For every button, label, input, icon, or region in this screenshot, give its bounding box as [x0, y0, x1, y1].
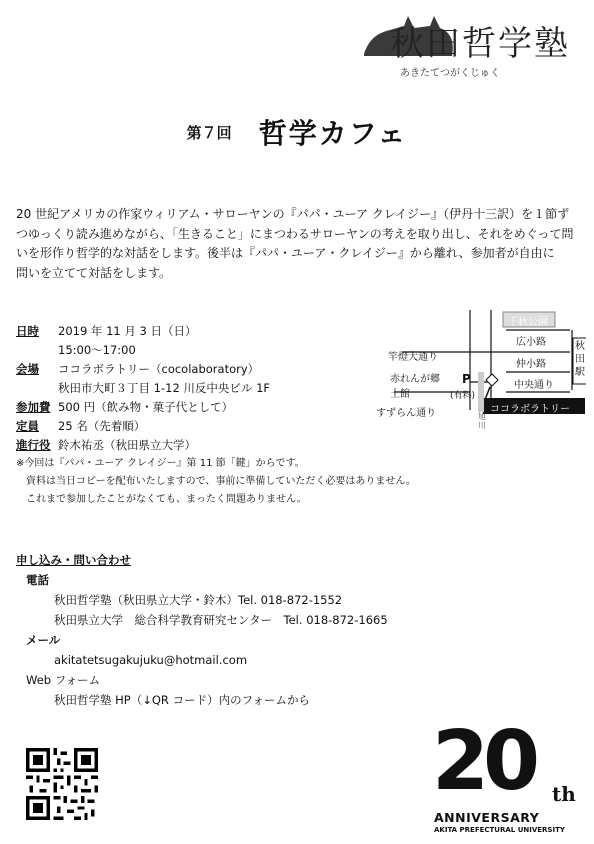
fee-value: 500 円（飲み物・菓子代として） [58, 400, 234, 414]
event-info [16, 322, 316, 455]
phone-label: 電話 [26, 573, 49, 587]
edition-label: 第７回 [186, 123, 232, 142]
qr-code-graphic [26, 748, 98, 820]
map-parking-note: (有料) [450, 391, 476, 401]
intro-line: 20 世紀アメリカの作家ウィリアム・サローヤンの『パパ・ユーア クレイジー』（伊丹十三訳）を１節ず [16, 207, 570, 221]
address-row [16, 379, 316, 398]
map-parking: P [462, 372, 471, 386]
mail-label: メール [26, 633, 61, 647]
anniversary-logo [432, 714, 582, 834]
date-value: 2019 年 11 月 3 日（日） [58, 324, 197, 338]
map-street: 竿燈大通り [388, 352, 438, 363]
facilitator-value: 鈴木祐丞（秋田県立大学） [58, 438, 196, 452]
logo [360, 12, 570, 82]
capacity-row [16, 417, 316, 436]
venue-label: 会場 [16, 362, 39, 376]
map-street: 仲小路 [516, 359, 546, 370]
date-row [16, 322, 316, 341]
map-park: 千秋公園 [508, 317, 548, 328]
map-landmark: 赤れんが郷土館 [390, 374, 440, 400]
fee-row [16, 398, 316, 417]
phone-line: 秋田哲学塾（秋田県立大学・鈴木）Tel. 018-872-1552 [54, 593, 343, 607]
page-title [0, 112, 594, 152]
contact-heading: 申し込み・問い合わせ [16, 553, 131, 567]
map-street: 中央通り [514, 380, 554, 391]
map-street: すずらん通り [376, 408, 437, 419]
anniversary-text: ANNIVERSARY [434, 810, 540, 825]
logo-title: 秋田哲学塾 [390, 24, 570, 64]
web-form-text: 秋田哲学塾 HP（↓QR コード）内のフォームから [54, 693, 310, 707]
time-value: 15:00～17:00 [58, 343, 136, 357]
phone-line: 秋田県立大学 総合科学教育研究センター Tel. 018-872-1665 [54, 613, 388, 627]
note-line: これまで参加したことがなくても、まったく問題ありません。 [26, 494, 307, 505]
email-link[interactable]: akitatetsugakujuku@hotmail.com [54, 653, 248, 667]
map-river: 旭川 [478, 412, 486, 430]
notes [16, 455, 576, 509]
anniversary-number: 20 [432, 714, 535, 809]
date-label: 日時 [16, 324, 39, 338]
address-value: 秋田市大町３丁目 1-12 川反中央ビル 1F [58, 381, 270, 395]
qr-code-icon[interactable] [26, 748, 98, 820]
map-station: 秋田駅 [575, 341, 585, 378]
map-venue: ココラボラトリー [490, 404, 570, 415]
facilitator-row [16, 436, 316, 455]
anniversary-suffix: th [552, 782, 576, 806]
web-label: Web フォーム [26, 673, 101, 687]
venue-map [366, 310, 586, 428]
note-line: ※今回は『パパ・ユーア クレイジー』第 11 節「鍵」からです。 [16, 458, 305, 469]
event-title: 哲学カフェ [258, 117, 408, 150]
facilitator-label: 進行役 [16, 438, 51, 452]
intro-line: 問いを立てて対話をします。 [16, 265, 172, 280]
intro-line: つゆっくり読み進めながら、「生きること」にまつわるサローヤンの考えを取り出し、それをめぐって問 [16, 226, 574, 241]
map-street: 広小路 [516, 337, 546, 348]
fee-label: 参加費 [16, 400, 51, 414]
note-line: 資料は当日コピーを配布いたしますので、事前に準備していただく必要はありません。 [26, 476, 416, 487]
intro-line: いを形作り哲学的な対話をします。後半は『パパ・ユーア・クレイジー』から離れ、参加者が自由に [16, 246, 555, 260]
logo-reading: あきたてつがくじゅく [400, 68, 500, 79]
capacity-label: 定員 [16, 419, 39, 433]
capacity-value: 25 名（先着順） [58, 419, 146, 433]
university-text: AKITA PREFECTURAL UNIVERSITY [434, 826, 565, 834]
time-row [16, 341, 316, 360]
venue-row [16, 360, 316, 379]
venue-value: ココラボラトリー（cocolaboratory） [58, 362, 260, 376]
intro-paragraph [16, 205, 582, 283]
contact-section [16, 550, 576, 710]
